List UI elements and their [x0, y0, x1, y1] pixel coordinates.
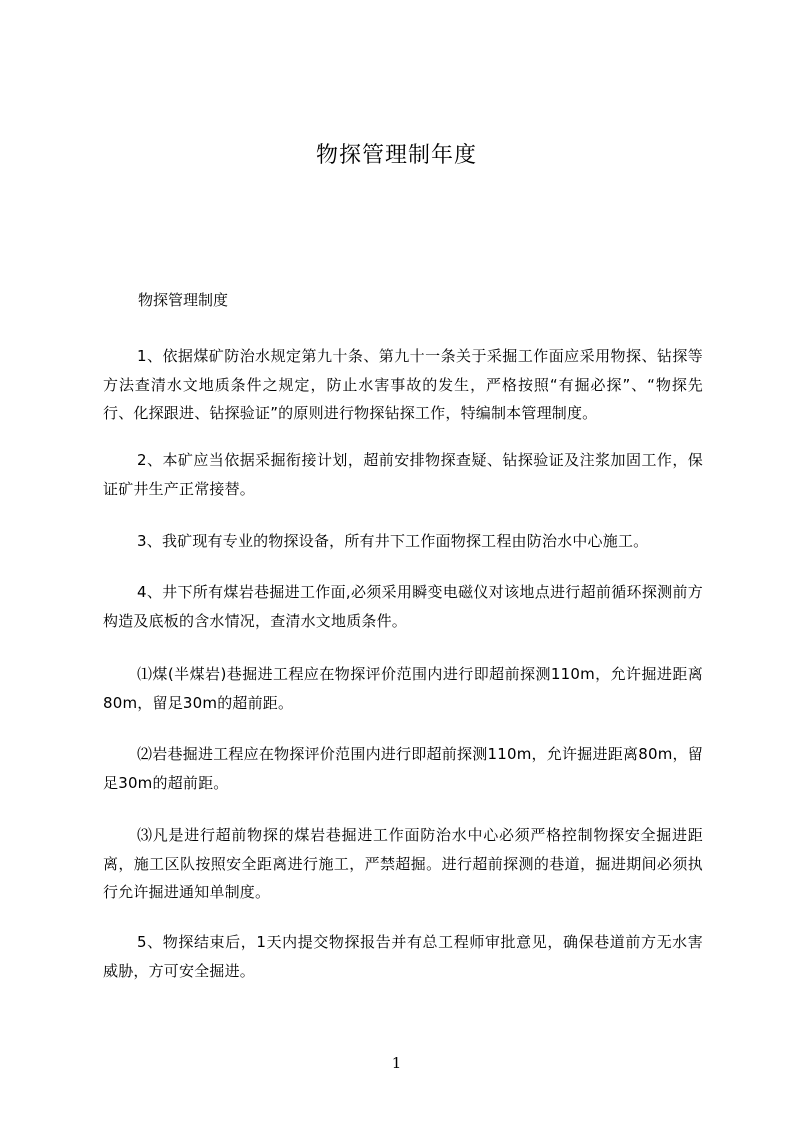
- paragraph-4-3: ⑶凡是进行超前物探的煤岩巷掘进工作面防治水中心必须严格控制物探安全掘进距离，施工区队按照安全距离进行施工，严禁超掘。进行超前探测的巷道，掘进期间必须执行允许掘进通知单制度。: [103, 826, 703, 901]
- paragraph-1: 1、依据煤矿防治水规定第九十条、第九十一条关于采掘工作面应采用物探、钻探等方法查清水文地质条件之规定，防止水害事故的发生，严格按照“有掘必探”、“物探先行、化探跟进、钻探验证”的原则进行物探钻探工作，特编制本管理制度。: [103, 347, 703, 422]
- paragraph-3: 3、我矿现有专业的物探设备，所有井下工作面物探工程由防治水中心施工。: [137, 532, 649, 550]
- page-number: 1: [391, 1054, 402, 1072]
- paragraph-4: 4、井下所有煤岩巷掘进工作面,必须采用瞬变电磁仪对该地点进行超前循环探测前方构造及底板的含水情况，查清水文地质条件。: [103, 583, 703, 630]
- section-heading: 物探管理制度: [138, 291, 229, 309]
- paragraph-4-1: ⑴煤(半煤岩)巷掘进工程应在物探评价范围内进行即超前探测110m，允许掘进距离80m，留足30m的超前距。: [103, 665, 703, 712]
- paragraph-2: 2、本矿应当依据采掘衔接计划，超前安排物探查疑、钻探验证及注浆加固工作，保证矿井生产正常接替。: [103, 451, 703, 498]
- paragraph-5: 5、物探结束后，1天内提交物探报告并有总工程师审批意见，确保巷道前方无水害威胁，方可安全掘进。: [103, 933, 703, 980]
- document-title: 物探管理制年度: [315, 143, 477, 168]
- paragraph-4-2: ⑵岩巷掘进工程应在物探评价范围内进行即超前探测110m，允许掘进距离80m，留足30m的超前距。: [103, 745, 703, 792]
